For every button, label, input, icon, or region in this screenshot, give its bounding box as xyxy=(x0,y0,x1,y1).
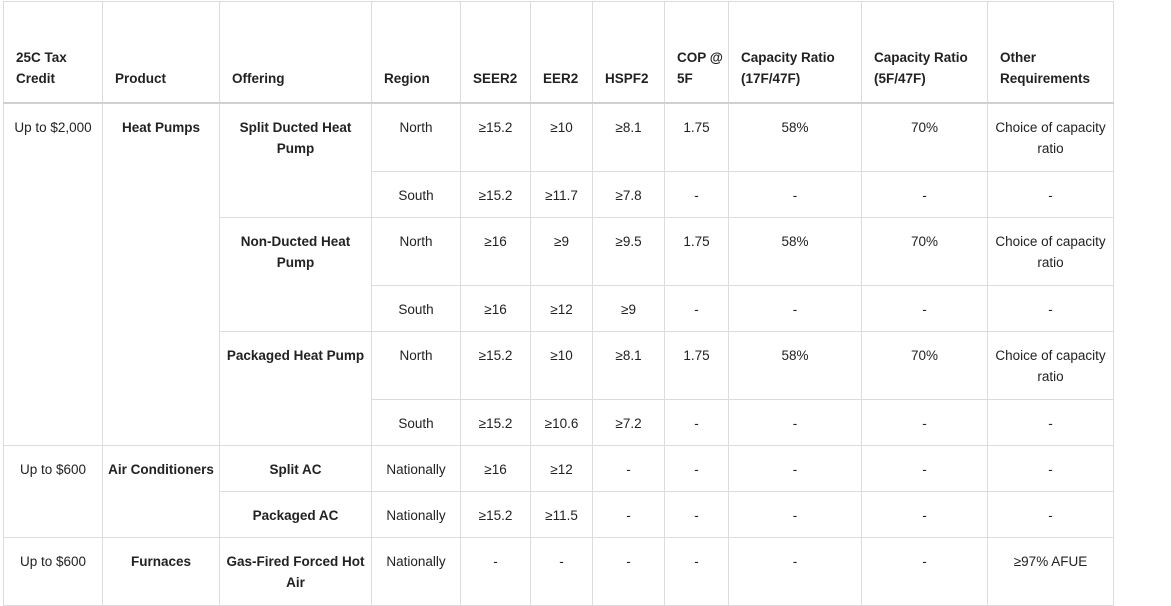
other-requirements-cell: - xyxy=(988,446,1114,492)
table-row xyxy=(4,446,1114,492)
header-product: Product xyxy=(103,2,220,104)
capacity-ratio-17f-cell: - xyxy=(729,172,862,218)
offering-cell: Gas-Fired Forced Hot Air xyxy=(220,538,372,606)
other-requirements-cell: Choice of capacity ratio xyxy=(988,218,1114,286)
tax-credit-table xyxy=(3,1,1114,606)
capacity-ratio-17f-cell: - xyxy=(729,538,862,606)
capacity-ratio-5f-cell: 70% xyxy=(862,103,988,172)
offering-cell: Split Ducted Heat Pump xyxy=(220,103,372,218)
eer2-cell: ≥10.6 xyxy=(531,400,593,446)
cop-cell: 1.75 xyxy=(665,218,729,286)
header-capacity-ratio-17f: Capacity Ratio (17F/47F) xyxy=(729,2,862,104)
capacity-ratio-5f-cell: 70% xyxy=(862,218,988,286)
seer2-cell: ≥15.2 xyxy=(461,400,531,446)
seer2-cell: ≥16 xyxy=(461,286,531,332)
capacity-ratio-17f-cell: - xyxy=(729,446,862,492)
header-hspf2: HSPF2 xyxy=(593,2,665,104)
hspf2-cell: ≥8.1 xyxy=(593,103,665,172)
other-requirements-cell: - xyxy=(988,286,1114,332)
credit-cell: Up to $2,000 xyxy=(4,103,103,446)
seer2-cell: ≥15.2 xyxy=(461,492,531,538)
credit-cell: Up to $600 xyxy=(4,446,103,538)
hspf2-cell: ≥7.2 xyxy=(593,400,665,446)
product-cell: Heat Pumps xyxy=(103,103,220,446)
hspf2-cell: - xyxy=(593,538,665,606)
product-cell: Air Conditioners xyxy=(103,446,220,538)
region-cell: North xyxy=(372,332,461,400)
region-cell: South xyxy=(372,400,461,446)
seer2-cell: ≥16 xyxy=(461,218,531,286)
region-cell: North xyxy=(372,103,461,172)
offering-cell: Non-Ducted Heat Pump xyxy=(220,218,372,332)
eer2-cell: ≥10 xyxy=(531,103,593,172)
hspf2-cell: ≥8.1 xyxy=(593,332,665,400)
region-cell: North xyxy=(372,218,461,286)
cop-cell: - xyxy=(665,446,729,492)
region-cell: Nationally xyxy=(372,446,461,492)
capacity-ratio-17f-cell: - xyxy=(729,400,862,446)
header-region: Region xyxy=(372,2,461,104)
header-eer2: EER2 xyxy=(531,2,593,104)
seer2-cell: - xyxy=(461,538,531,606)
cop-cell: - xyxy=(665,492,729,538)
capacity-ratio-5f-cell: - xyxy=(862,400,988,446)
cop-cell: - xyxy=(665,400,729,446)
capacity-ratio-17f-cell: 58% xyxy=(729,218,862,286)
eer2-cell: ≥12 xyxy=(531,286,593,332)
credit-cell: Up to $600 xyxy=(4,538,103,606)
other-requirements-cell: Choice of capacity ratio xyxy=(988,103,1114,172)
cop-cell: 1.75 xyxy=(665,332,729,400)
capacity-ratio-17f-cell: - xyxy=(729,492,862,538)
offering-cell: Packaged Heat Pump xyxy=(220,332,372,446)
seer2-cell: ≥15.2 xyxy=(461,332,531,400)
hspf2-cell: ≥7.8 xyxy=(593,172,665,218)
capacity-ratio-5f-cell: - xyxy=(862,492,988,538)
other-requirements-cell: - xyxy=(988,492,1114,538)
eer2-cell: ≥9 xyxy=(531,218,593,286)
capacity-ratio-5f-cell: - xyxy=(862,538,988,606)
capacity-ratio-17f-cell: 58% xyxy=(729,103,862,172)
region-cell: South xyxy=(372,172,461,218)
seer2-cell: ≥16 xyxy=(461,446,531,492)
capacity-ratio-5f-cell: - xyxy=(862,446,988,492)
hspf2-cell: ≥9.5 xyxy=(593,218,665,286)
hspf2-cell: - xyxy=(593,492,665,538)
region-cell: Nationally xyxy=(372,492,461,538)
seer2-cell: ≥15.2 xyxy=(461,172,531,218)
eer2-cell: ≥11.5 xyxy=(531,492,593,538)
header-other-requirements: Other Requirements xyxy=(988,2,1114,104)
cop-cell: - xyxy=(665,286,729,332)
capacity-ratio-5f-cell: - xyxy=(862,286,988,332)
hspf2-cell: - xyxy=(593,446,665,492)
header-seer2: SEER2 xyxy=(461,2,531,104)
header-offering: Offering xyxy=(220,2,372,104)
capacity-ratio-5f-cell: 70% xyxy=(862,332,988,400)
region-cell: South xyxy=(372,286,461,332)
region-cell: Nationally xyxy=(372,538,461,606)
eer2-cell: ≥11.7 xyxy=(531,172,593,218)
header-capacity-ratio-5f: Capacity Ratio (5F/47F) xyxy=(862,2,988,104)
other-requirements-cell: Choice of capacity ratio xyxy=(988,332,1114,400)
table-row xyxy=(4,538,1114,606)
eer2-cell: ≥10 xyxy=(531,332,593,400)
hspf2-cell: ≥9 xyxy=(593,286,665,332)
seer2-cell: ≥15.2 xyxy=(461,103,531,172)
cop-cell: - xyxy=(665,172,729,218)
capacity-ratio-5f-cell: - xyxy=(862,172,988,218)
capacity-ratio-17f-cell: - xyxy=(729,286,862,332)
offering-cell: Split AC xyxy=(220,446,372,492)
cop-cell: 1.75 xyxy=(665,103,729,172)
cop-cell: - xyxy=(665,538,729,606)
header-cop: COP @ 5F xyxy=(665,2,729,104)
other-requirements-cell: - xyxy=(988,400,1114,446)
header-row xyxy=(4,2,1114,104)
table-row xyxy=(4,103,1114,172)
product-cell: Furnaces xyxy=(103,538,220,606)
other-requirements-cell: ≥97% AFUE xyxy=(988,538,1114,606)
capacity-ratio-17f-cell: 58% xyxy=(729,332,862,400)
eer2-cell: - xyxy=(531,538,593,606)
eer2-cell: ≥12 xyxy=(531,446,593,492)
other-requirements-cell: - xyxy=(988,172,1114,218)
header-tax-credit: 25C Tax Credit xyxy=(4,2,103,104)
offering-cell: Packaged AC xyxy=(220,492,372,538)
